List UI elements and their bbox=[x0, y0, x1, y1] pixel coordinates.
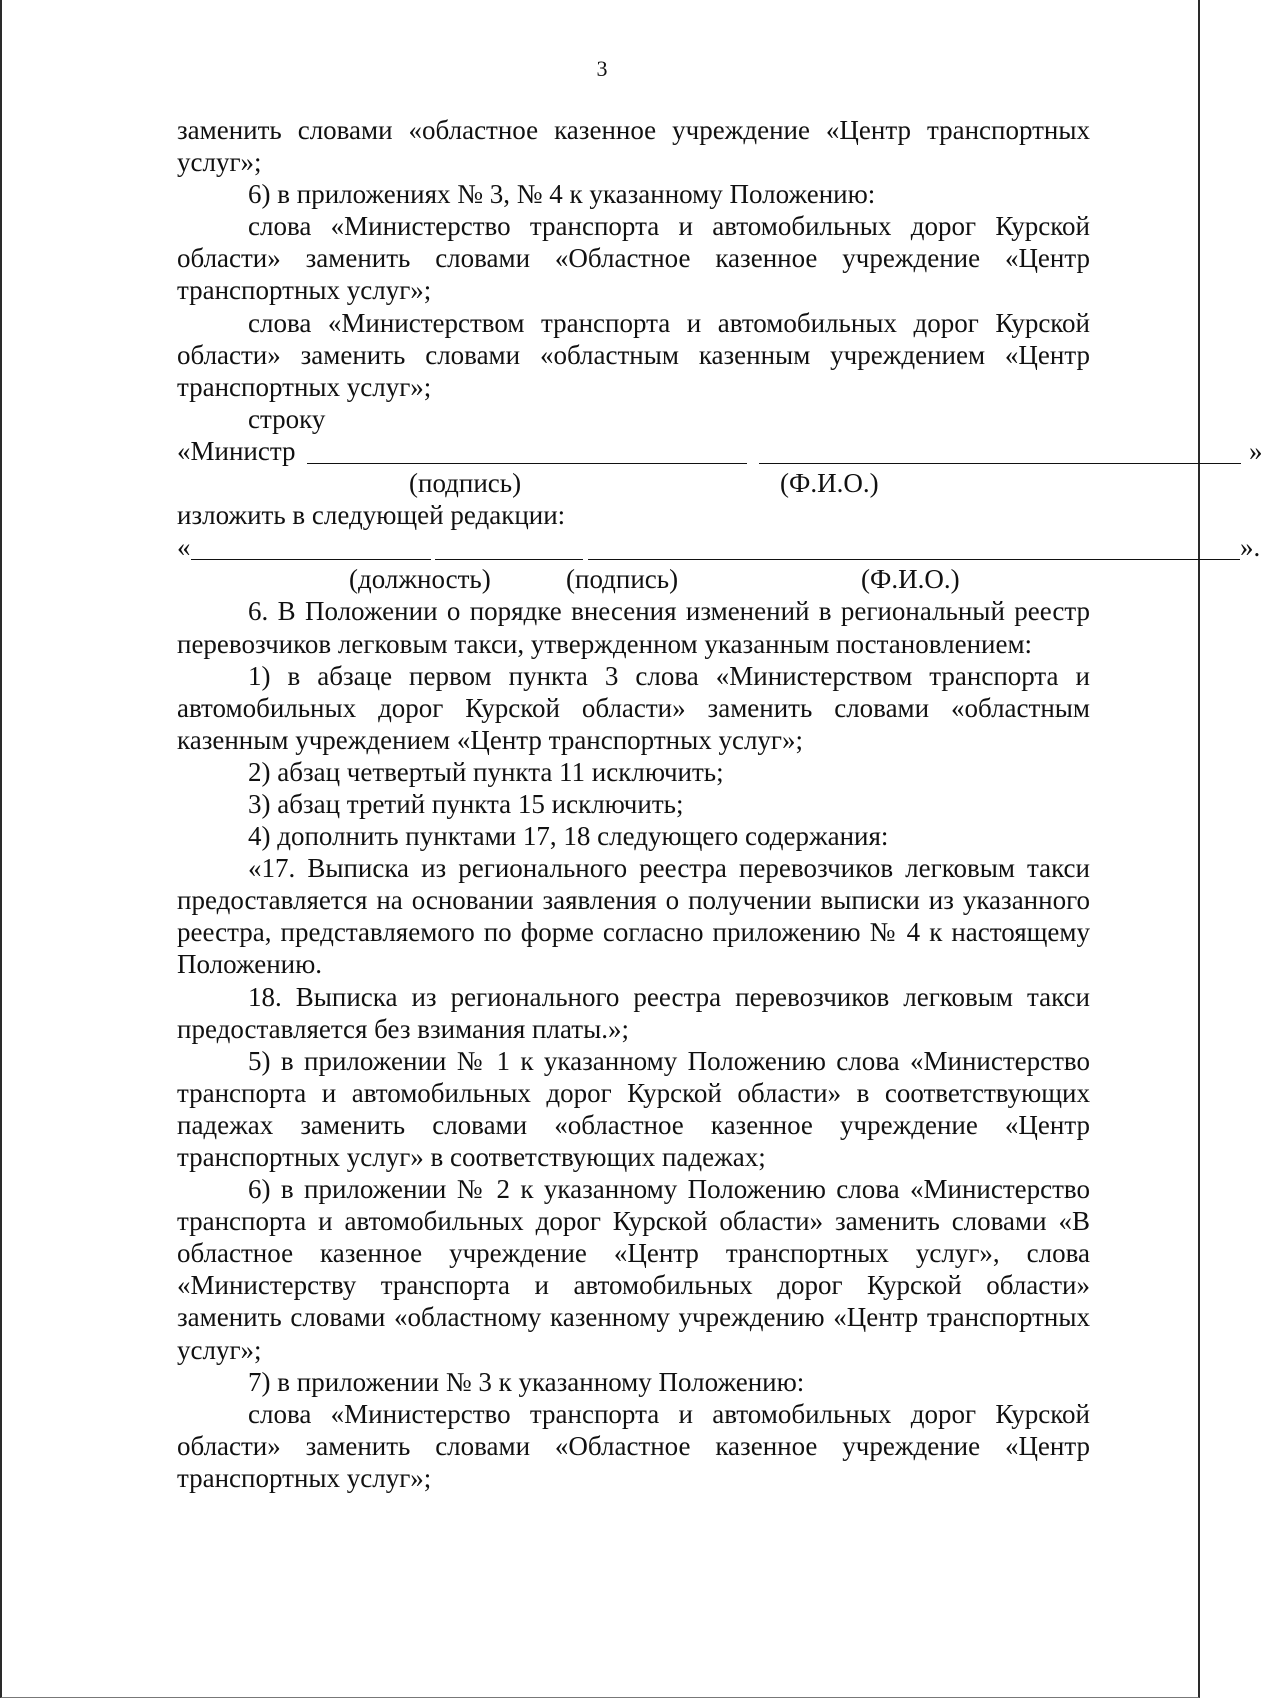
caption-name: (Ф.И.О.) bbox=[861, 564, 960, 595]
paragraph: 6) в приложении № 2 к указанному Положению слова «Министерство транспорта и автомобильных дорог Курской области» заменить словами «В областное казенное учреждение «Центр транспортных услуг», слова «Министерству транспорта и автомобильных дорог Курской области» заменить словами «областному казенному учреждению «Центр транспортных услуг»; bbox=[177, 1174, 1090, 1365]
paragraph: слова «Министерство транспорта и автомобильных дорог Курской области» заменить словами «Областное казенное учреждение «Центр транспортных услуг»; bbox=[177, 211, 1090, 306]
paragraph: «17. Выписка из регионального реестра перевозчиков легковым такси предоставляется на основании заявления о получении выписки из указанного реестра, представляемого по форме согласно приложению № 4 к настоящему Положению. bbox=[177, 853, 1090, 980]
paragraph: 3) абзац третий пункта 15 исключить; bbox=[248, 788, 684, 819]
name-underline bbox=[588, 559, 1240, 560]
signature-line-close: ». bbox=[1240, 532, 1261, 563]
paragraph: 6) в приложениях № 3, № 4 к указанному Положению: bbox=[248, 179, 876, 210]
document-body bbox=[177, 114, 1263, 1494]
signature-captions-minister bbox=[177, 467, 1090, 499]
signature-captions-new bbox=[177, 563, 1090, 595]
caption-signature: (подпись) bbox=[409, 468, 522, 499]
position-underline bbox=[191, 559, 431, 560]
page-number: 3 bbox=[596, 56, 608, 81]
mid-text: изложить в следующей редакции: bbox=[177, 500, 566, 531]
caption-name: (Ф.И.О.) bbox=[780, 468, 879, 499]
signature-underline bbox=[307, 463, 747, 464]
paragraph: слова «Министерство транспорта и автомобильных дорог Курской области» заменить словами «Областное казенное учреждение «Центр транспортных услуг»; bbox=[177, 1398, 1090, 1493]
paragraph: 2) абзац четвертый пункта 11 исключить; bbox=[248, 756, 724, 787]
paragraph: 7) в приложении № 3 к указанному Положению: bbox=[248, 1366, 805, 1397]
paragraph: строку bbox=[248, 403, 326, 434]
paragraph: заменить словами «областное казенное учреждение «Центр транспортных услуг»; bbox=[177, 115, 1090, 178]
signature-line-open: «Министр bbox=[177, 435, 296, 466]
signature-line-new bbox=[177, 531, 1261, 563]
signature-line-open: « bbox=[177, 532, 191, 563]
paragraphs-top bbox=[177, 114, 1090, 435]
caption-signature: (подпись) bbox=[566, 564, 679, 595]
signature-line-close: » bbox=[1249, 435, 1263, 466]
signature-line-minister bbox=[177, 435, 1263, 467]
paragraph: 5) в приложении № 1 к указанному Положению слова «Министерство транспорта и автомобильных дорог Курской области» в соответствующих падежах заменить словами «областное казенное учреждение «Центр транспортных услуг» в соответствующих падежах; bbox=[177, 1045, 1090, 1172]
paragraph: 4) дополнить пунктами 17, 18 следующего содержания: bbox=[248, 821, 889, 852]
paragraph: слова «Министерством транспорта и автомобильных дорог Курской области» заменить словами «областным казенным учреждением «Центр транспортных услуг»; bbox=[177, 307, 1090, 402]
caption-position: (должность) bbox=[349, 564, 491, 595]
paragraph: 6. В Положении о порядке внесения изменений в региональный реестр перевозчиков легковым такси, утвержденном указанным постановлением: bbox=[177, 596, 1090, 659]
paragraphs-bottom bbox=[177, 595, 1090, 1494]
paragraph: 1) в абзаце первом пункта 3 слова «Министерством транспорта и автомобильных дорог Курской области» заменить словами «областным казенным учреждением «Центр транспортных услуг»; bbox=[177, 660, 1090, 755]
name-underline bbox=[759, 463, 1241, 464]
paragraph: 18. Выписка из регионального реестра перевозчиков легковым такси предоставляется без взимания платы.»; bbox=[177, 981, 1090, 1044]
signature-underline bbox=[435, 559, 583, 560]
